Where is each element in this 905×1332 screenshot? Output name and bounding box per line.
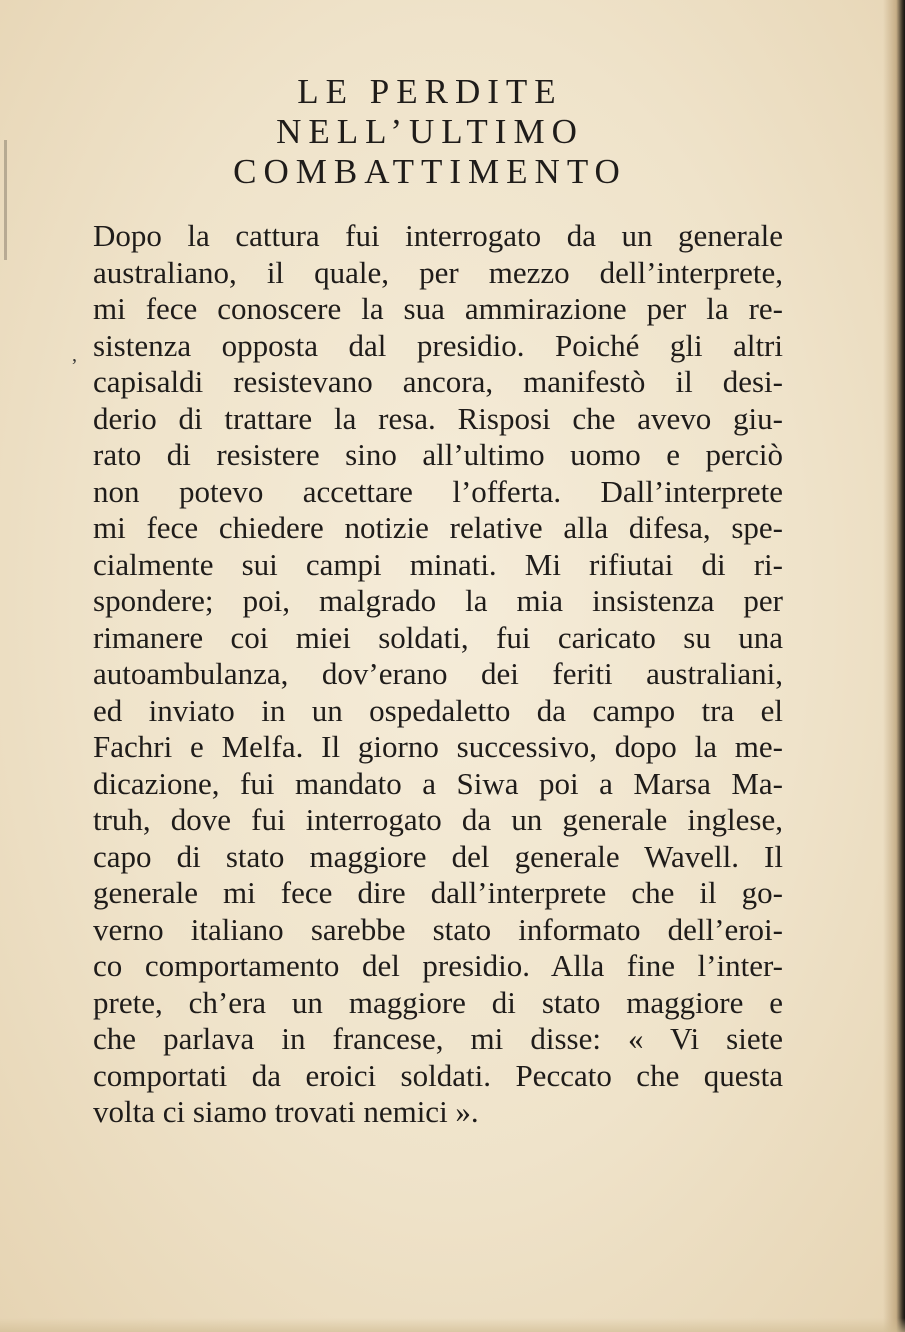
text-line: che parlava in francese, mi disse: « Vi siete: [93, 1021, 783, 1056]
chapter-title-line: COMBATTIMENTO: [233, 152, 627, 191]
chapter-title: [0, 72, 860, 192]
text-line: rato di resistere sino all’ultimo uomo e perciò: [93, 437, 783, 472]
chapter-body: [93, 218, 783, 1131]
text-line: cialmente sui campi minati. Mi rifiutai di ri-: [93, 546, 783, 582]
text-line: co comportamento del presidio. Alla fine l’inter-: [93, 948, 783, 983]
text-line: mi fece conoscere la sua ammirazione per la re-: [93, 291, 783, 326]
text-line: volta ci siamo trovati nemici ».: [93, 1094, 479, 1129]
chapter-title-line: NELL’ULTIMO: [276, 112, 584, 151]
text-line: prete, ch’era un maggiore di stato maggiore e: [93, 984, 783, 1020]
text-line: derio di trattare la resa. Risposi che avevo giu-: [93, 400, 783, 436]
text-line: dicazione, fui mandato a Siwa poi a Marsa Ma-: [93, 765, 783, 801]
text-line: capo di stato maggiore del generale Wavell. Il: [93, 838, 783, 874]
text-line: autoambulanza, dov’erano dei feriti australiani,: [93, 656, 783, 691]
page-binding-edge: [883, 0, 905, 1332]
page-bottom-edge: [0, 1318, 905, 1332]
text-line: spondere; poi, malgrado la mia insistenza per: [93, 583, 783, 618]
text-line: mi fece chiedere notizie relative alla difesa, spe-: [93, 510, 783, 545]
text-line: Dopo la cattura fui interrogato da un generale: [93, 218, 783, 253]
text-line: sistenza opposta dal presidio. Poiché gli altri: [93, 327, 783, 363]
text-line: ed inviato in un ospedaletto da campo tra el: [93, 692, 783, 728]
margin-speck: ,: [72, 344, 77, 366]
text-line: australiano, il quale, per mezzo dell’interprete,: [93, 254, 783, 290]
text-line: generale mi fece dire dall’interprete che il go-: [93, 875, 783, 910]
text-line: comportati da eroici soldati. Peccato che questa: [93, 1057, 783, 1093]
text-line: verno italiano sarebbe stato informato dell’eroi-: [93, 911, 783, 947]
text-line: non potevo accettare l’offerta. Dall’interprete: [93, 473, 783, 509]
text-line: capisaldi resistevano ancora, manifestò il desi-: [93, 364, 783, 399]
text-line: rimanere coi miei soldati, fui caricato su una: [93, 619, 783, 655]
text-line: Fachri e Melfa. Il giorno successivo, dopo la me-: [93, 729, 783, 764]
chapter-title-line: LE PERDITE: [297, 72, 563, 111]
text-line: truh, dove fui interrogato da un generale inglese,: [93, 802, 783, 837]
